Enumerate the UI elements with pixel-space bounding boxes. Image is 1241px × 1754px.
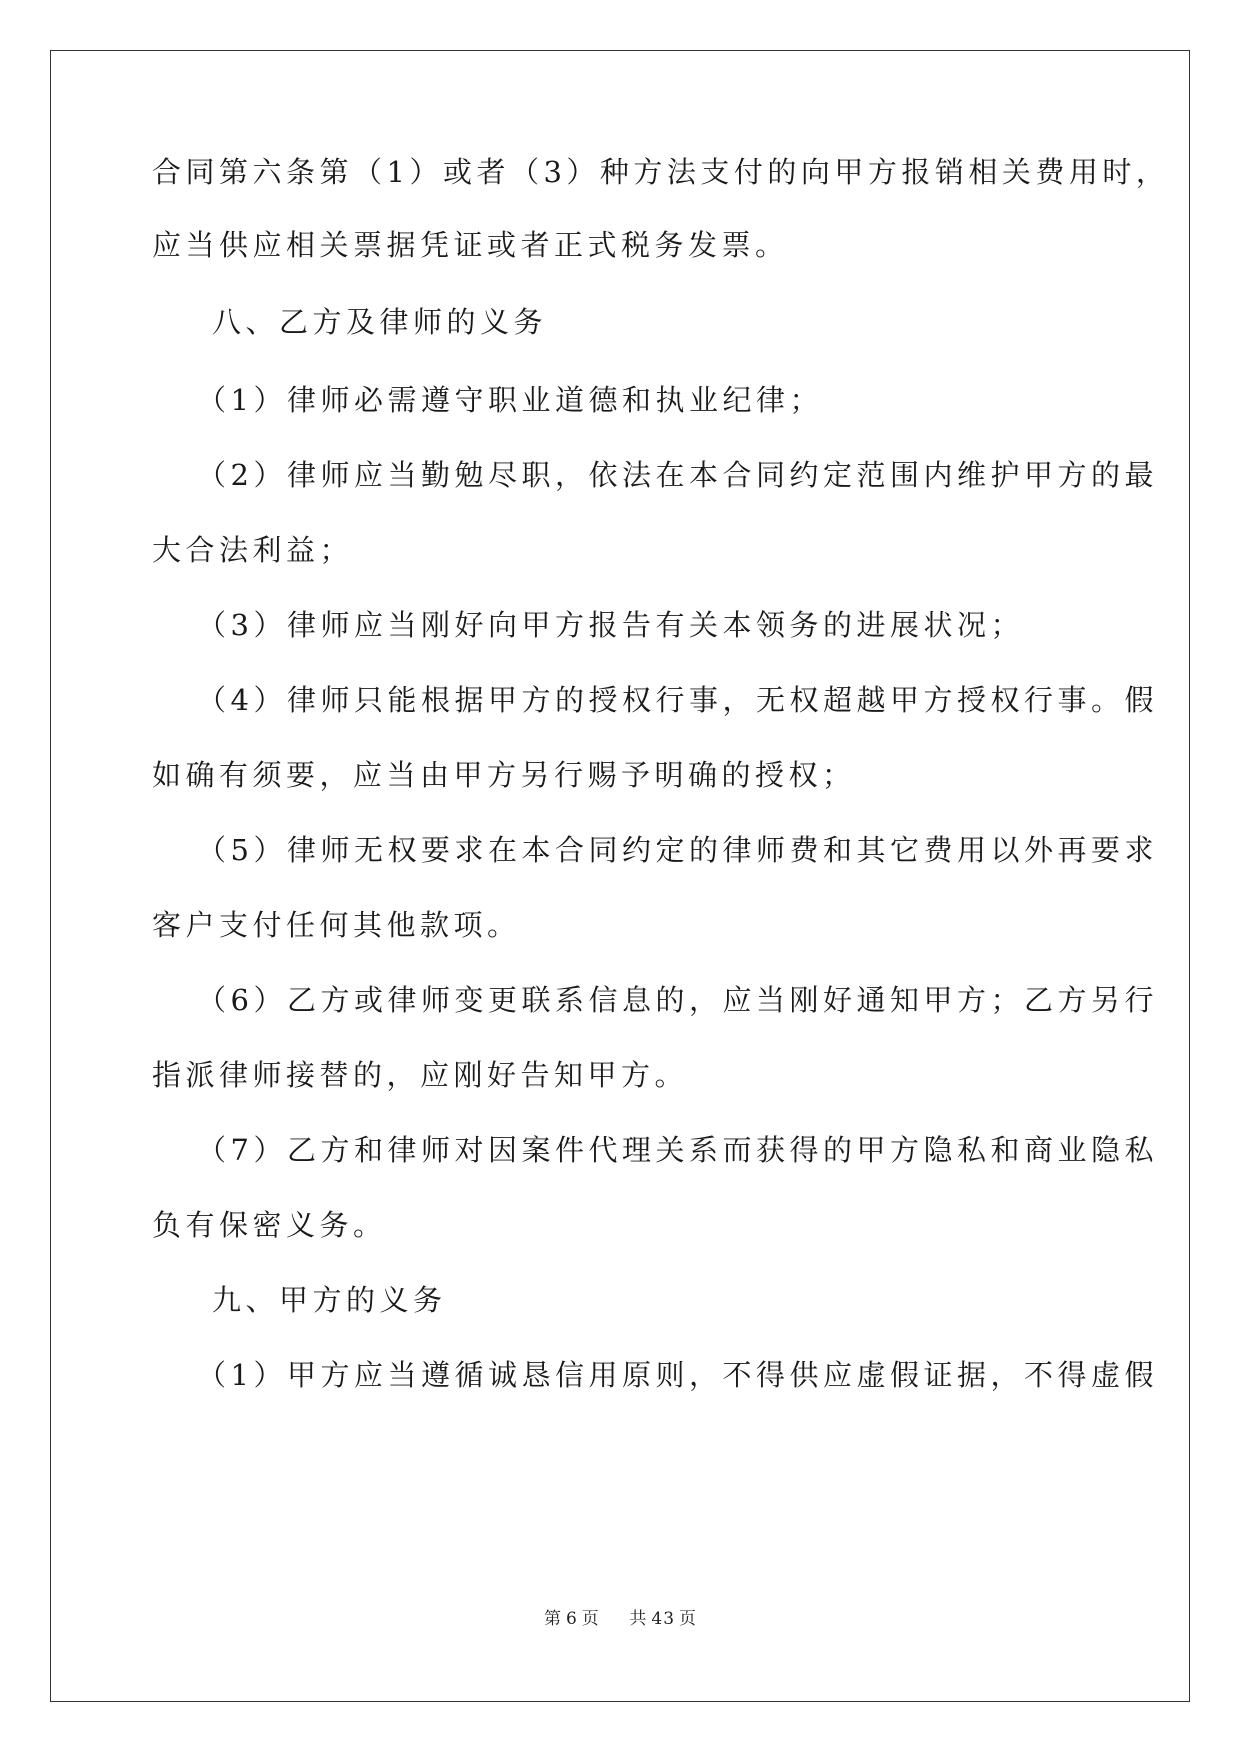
text-line-8: （4）律师只能根据甲方的授权行事，无权超越甲方授权行事。假: [197, 683, 1158, 717]
text-line-10: （5）律师无权要求在本合同约定的律师费和其它费用以外再要求: [197, 833, 1158, 867]
text-line-17: （1）甲方应当遵循诚恳信用原则，不得供应虚假证据，不得虚假: [197, 1358, 1158, 1392]
text-line-2: 应当供应相关票据凭证或者正式税务发票。: [152, 228, 789, 262]
page-border: [50, 50, 1190, 1702]
section-heading-8: 八、乙方及律师的义务: [212, 305, 548, 339]
text-line-9: 如确有须要，应当由甲方另行赐予明确的授权；: [152, 758, 856, 792]
total-pages: 43: [651, 1609, 676, 1629]
section-heading-9: 九、甲方的义务: [212, 1283, 447, 1317]
text-line-14: （7）乙方和律师对因案件代理关系而获得的甲方隐私和商业隐私: [197, 1133, 1158, 1167]
text-line-7: （3）律师应当刚好向甲方报告有关本领务的进展状况；: [197, 608, 1024, 642]
text-line-4: （1）律师必需遵守职业道德和执业纪律；: [197, 383, 823, 417]
text-line-15: 负有保密义务。: [152, 1208, 387, 1242]
text-line-5: （2）律师应当勤勉尽职，依法在本合同约定范围内维护甲方的最: [197, 458, 1158, 492]
text-line-11: 客户支付任何其他款项。: [152, 908, 521, 942]
page-number: 6: [565, 1609, 578, 1629]
page-footer: [0, 1604, 1241, 1629]
total-suffix: 页: [679, 1609, 698, 1629]
total-prefix: 共: [629, 1609, 648, 1629]
text-line-1: 合同第六条第（1）或者（3）种方法支付的向甲方报销相关费用时，: [152, 155, 1170, 189]
text-line-13: 指派律师接替的，应刚好告知甲方。: [152, 1058, 689, 1092]
page-label-suffix: 页: [581, 1609, 600, 1629]
text-line-6: 大合法利益；: [152, 533, 354, 567]
text-line-12: （6）乙方或律师变更联系信息的，应当刚好通知甲方；乙方另行: [197, 983, 1158, 1017]
page-label-prefix: 第: [543, 1609, 562, 1629]
